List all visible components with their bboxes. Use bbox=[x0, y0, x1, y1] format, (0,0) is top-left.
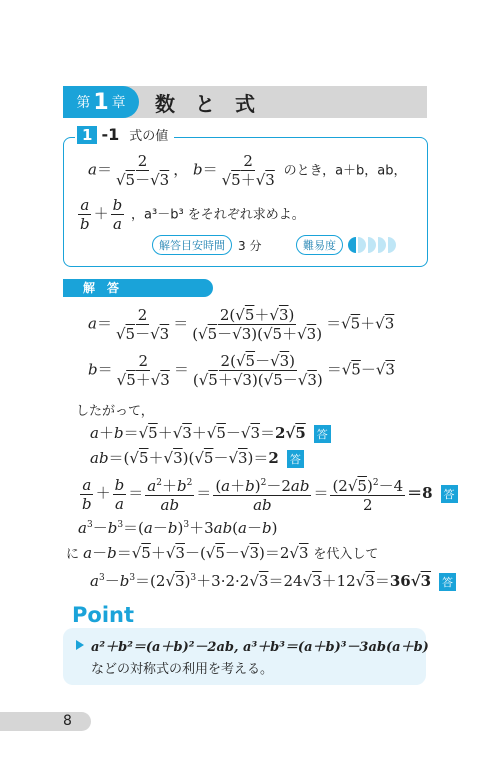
solution-fraction-sum: $\frac{a}{b}$ ＋ $\frac{b}{a}$ ＝ $\frac{a^2+b^2}{ab}$ ＝ $\frac{(a+b)^2-2ab}{ab}$ ＝ $\frac{(2√5)^2-4}{2}$ ＝8 答 bbox=[78, 474, 458, 514]
difficulty-half-icon bbox=[348, 237, 356, 253]
point-logo: Point bbox=[72, 603, 135, 627]
problem-number: 1 bbox=[77, 126, 97, 144]
chapter-prefix: 第 bbox=[76, 95, 91, 111]
time-row bbox=[152, 235, 261, 255]
solution-a: a＝ $\frac{2}{√5-√3}$ ＝ $\frac{2(√5+√3)}{(√5-√3)(√5+√3)}$ ＝√5＋√3 bbox=[88, 306, 395, 343]
problem-title: 式の値 bbox=[129, 129, 169, 144]
point-arrow-icon bbox=[76, 640, 84, 650]
substitute-text: を代入して bbox=[313, 547, 379, 562]
point-line-2: などの対称式の利用を考える。 bbox=[91, 662, 274, 677]
therefore-text: したがって， bbox=[76, 404, 154, 419]
solution-cube-result: $a^3-b^3=(2√3)^3+3\cdot 2\cdot 2√3=24√3+12√3=36√3$ 答 bbox=[90, 570, 456, 591]
page-number-bar bbox=[0, 712, 91, 731]
difficulty-empty-icon bbox=[388, 237, 396, 253]
problem-line-1: a＝ $\frac{2}{√5-√3}$ ， b＝ $\frac{2}{√5+√3}$ のとき，a＋b，ab， bbox=[88, 152, 407, 189]
chapter-badge bbox=[63, 86, 139, 118]
difficulty-row bbox=[296, 235, 396, 255]
problem-sub: -1 bbox=[101, 125, 120, 144]
time-value: 3 分 bbox=[238, 238, 262, 253]
solution-sum: a＋b＝√5＋√3＋√5－√3＝2√5 答 bbox=[90, 422, 331, 443]
solution-cube-identity: $a^3-b^3=(a-b)^3+3ab(a-b)$ bbox=[78, 519, 278, 537]
chapter-suffix: 章 bbox=[111, 95, 126, 111]
solution-b: b＝ $\frac{2}{√5+√3}$ ＝ $\frac{2(√5-√3)}{(√5+√3)(√5-√3)}$ ＝√5－√3 bbox=[88, 352, 395, 389]
answer-mark: 答 bbox=[439, 573, 456, 591]
solution-product: ab＝(√5＋√3)(√5－√3)＝2 答 bbox=[90, 447, 304, 468]
difficulty-empty-icon bbox=[368, 237, 376, 253]
difficulty-empty-icon bbox=[358, 237, 366, 253]
answer-mark: 答 bbox=[314, 425, 331, 443]
difficulty-empty-icon bbox=[378, 237, 386, 253]
chapter-number: 1 bbox=[93, 89, 109, 115]
difficulty-label: 難易度 bbox=[296, 235, 343, 255]
point-line-1: a²＋b²＝(a＋b)²－2ab, a³＋b³＝(a＋b)³－3ab(a＋b) bbox=[91, 640, 429, 655]
problem-line-2: $\frac{a}{b}$ ＋ $\frac{b}{a}$ ，a³－b³ をそれぞれ求めよ。 bbox=[80, 196, 305, 233]
problem-line-1-tail: のとき，a＋b，ab， bbox=[283, 163, 407, 179]
problem-line-2-tail: ，a³－b³ をそれぞれ求めよ。 bbox=[131, 207, 305, 223]
answer-mark: 答 bbox=[287, 450, 304, 468]
answer-mark: 答 bbox=[441, 485, 458, 503]
answer-label-bar bbox=[63, 279, 213, 297]
time-label: 解答目安時間 bbox=[152, 235, 232, 255]
solution-substitute: に a－b＝√5＋√3－(√5－√3)＝2√3 を代入して bbox=[66, 544, 379, 562]
chapter-title: 数 と 式 bbox=[155, 92, 255, 116]
chapter-header bbox=[63, 86, 427, 118]
answer-label: 解 答 bbox=[83, 281, 120, 295]
problem-heading bbox=[75, 125, 174, 144]
page-number: 8 bbox=[63, 713, 72, 729]
